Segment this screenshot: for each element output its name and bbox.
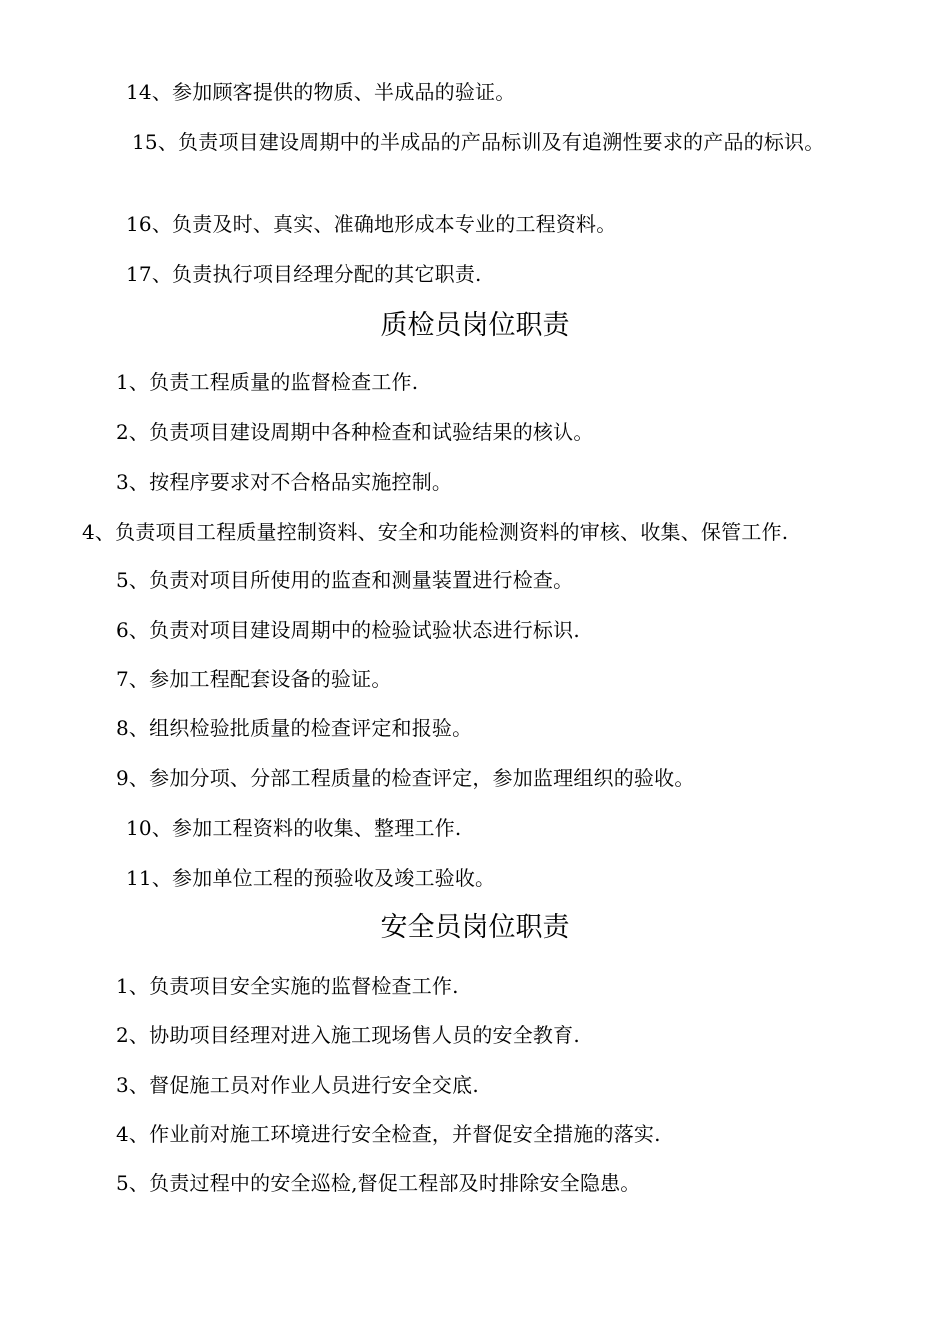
- list-item: 1、负责工程质量的监督检查工作.: [116, 370, 419, 394]
- list-item: 10、参加工程资料的收集、整理工作.: [126, 816, 462, 840]
- section-title-safety-officer: 安全员岗位职责: [380, 912, 570, 943]
- list-item: 2、负责项目建设周期中各种检查和试验结果的核认。: [116, 420, 594, 444]
- list-item: 15、负责项目建设周期中的半成品的产品标训及有追溯性要求的产品的标识。: [132, 130, 825, 154]
- list-item: 9、参加分项、分部工程质量的检查评定，参加监理组织的验收。: [116, 766, 695, 790]
- list-item: 16、负责及时、真实、准确地形成本专业的工程资料。: [126, 212, 617, 236]
- list-item: 3、督促施工员对作业人员进行安全交底.: [116, 1073, 479, 1097]
- list-item: 11、参加单位工程的预验收及竣工验收。: [126, 866, 496, 890]
- list-item: 6、负责对项目建设周期中的检验试验状态进行标识.: [116, 618, 580, 642]
- list-item: 2、协助项目经理对进入施工现场售人员的安全教育.: [116, 1023, 580, 1047]
- list-item: 8、组织检验批质量的检查评定和报验。: [116, 716, 473, 740]
- list-item: 3、按程序要求对不合格品实施控制。: [116, 470, 453, 494]
- list-item: 4、负责项目工程质量控制资料、安全和功能检测资料的审核、收集、保管工作.: [82, 520, 789, 544]
- list-item: 5、负责过程中的安全巡检,督促工程部及时排除安全隐患。: [116, 1171, 641, 1195]
- list-item: 5、负责对项目所使用的监查和测量装置进行检查。: [116, 568, 574, 592]
- section-title-quality-inspector: 质检员岗位职责: [380, 310, 570, 341]
- list-item: 4、作业前对施工环境进行安全检查，并督促安全措施的落实.: [116, 1122, 661, 1146]
- list-item: 14、参加顾客提供的物质、半成品的验证。: [126, 80, 516, 104]
- list-item: 1、负责项目安全实施的监督检查工作.: [116, 974, 459, 998]
- list-item: 7、参加工程配套设备的验证。: [116, 667, 392, 691]
- list-item: 17、负责执行项目经理分配的其它职责.: [126, 262, 482, 286]
